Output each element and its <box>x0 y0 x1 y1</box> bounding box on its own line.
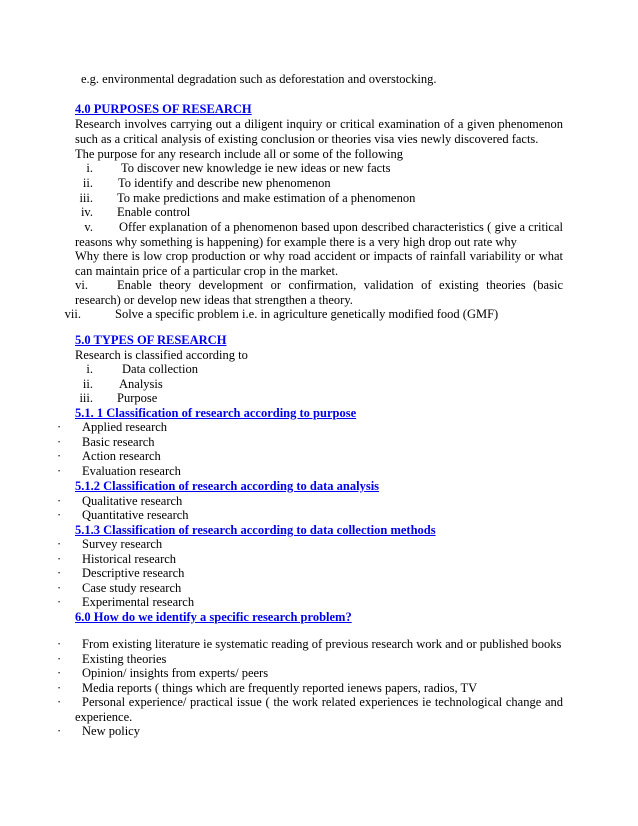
bullet: · <box>57 508 62 522</box>
list-item: Case study research <box>82 581 182 595</box>
list-item: Enable theory development or confirmation, validation of existing theories (basic <box>117 278 563 292</box>
bullet: · <box>57 566 62 580</box>
section-heading-purposes[interactable]: 4.0 PURPOSES OF RESEARCH <box>75 102 252 116</box>
bullet: · <box>57 435 62 449</box>
list-item: To discover new knowledge ie new ideas or new facts <box>121 161 391 175</box>
list-item: Survey research <box>82 537 163 551</box>
list-item: New policy <box>82 724 140 738</box>
list-item: Applied research <box>82 420 168 434</box>
bullet: · <box>57 537 62 551</box>
list-item: Historical research <box>82 552 177 566</box>
section-heading-identify[interactable]: 6.0 How do we identify a specific research problem? <box>75 610 352 624</box>
bullet: · <box>57 666 62 680</box>
bullet: · <box>57 449 62 463</box>
subsection-heading-purpose[interactable]: 5.1. 1 Classification of research according to purpose <box>75 406 357 420</box>
list-item: Qualitative research <box>82 494 183 508</box>
list-item: Personal experience/ practical issue ( the work related experiences ie technological change and <box>82 695 563 709</box>
list-number: iv. <box>80 205 93 219</box>
bullet: · <box>57 464 62 478</box>
subsection-heading-collection[interactable]: 5.1.3 Classification of research according to data collection methods <box>75 523 436 537</box>
list-number: vii. <box>64 307 81 321</box>
list-number: i. <box>86 161 93 175</box>
list-item: To make predictions and make estimation of a phenomenon <box>117 191 416 205</box>
bullet: · <box>57 637 62 651</box>
bullet: · <box>57 420 62 434</box>
list-number: ii. <box>82 176 93 190</box>
list-item: Experimental research <box>82 595 195 609</box>
bullet: · <box>57 695 62 709</box>
list-item: Data collection <box>122 362 199 376</box>
list-item: Purpose <box>117 391 158 405</box>
list-item: Offer explanation of a phenomenon based upon described characteristics ( give a critical <box>119 220 563 234</box>
list-item: Analysis <box>119 377 163 391</box>
section-heading-types[interactable]: 5.0 TYPES OF RESEARCH <box>75 333 227 347</box>
list-item-continuation: experience. <box>75 710 133 724</box>
list-item: Action research <box>82 449 161 463</box>
list-number: i. <box>86 362 93 376</box>
list-number: iii. <box>79 191 93 205</box>
list-item: Existing theories <box>82 652 167 666</box>
list-number: v. <box>84 220 93 234</box>
intro-line: e.g. environmental degradation such as deforestation and overstocking. <box>81 72 437 86</box>
list-item: Quantitative research <box>82 508 189 522</box>
list-item: To identify and describe new phenomenon <box>118 176 331 190</box>
list-item: Evaluation research <box>82 464 181 478</box>
bullet: · <box>57 552 62 566</box>
bullet: · <box>57 724 62 738</box>
list-item-continuation: research) or develop new ideas that strengthen a theory. <box>75 293 353 307</box>
purposes-paragraph-line: such as a critical analysis of existing conclusion or theories visa vies newly discovered facts. <box>75 132 539 146</box>
bullet: · <box>57 494 62 508</box>
bullet: · <box>57 595 62 609</box>
list-number: iii. <box>79 391 93 405</box>
purposes-paragraph-line: Research involves carrying out a diligent inquiry or critical examination of a given phenomenon <box>75 117 563 131</box>
bullet: · <box>57 652 62 666</box>
list-item: Basic research <box>82 435 155 449</box>
list-item: Media reports ( things which are frequently reported ienews papers, radios, TV <box>82 681 478 695</box>
list-item-continuation: can maintain price of a particular crop in the market. <box>75 264 339 278</box>
list-item: Descriptive research <box>82 566 185 580</box>
bullet: · <box>57 581 62 595</box>
bullet: · <box>57 681 62 695</box>
subsection-heading-analysis[interactable]: 5.1.2 Classification of research according to data analysis <box>75 479 380 493</box>
list-item: From existing literature ie systematic reading of previous research work and or published books <box>82 637 562 651</box>
list-number: vi. <box>75 278 88 292</box>
purposes-intro: The purpose for any research include all or some of the following <box>75 147 404 161</box>
list-item-continuation: Why there is low crop production or why road accident or impacts of rainfall variability or what <box>75 249 563 263</box>
list-item: Solve a specific problem i.e. in agriculture genetically modified food (GMF) <box>115 307 499 321</box>
list-item-continuation: reasons why something is happening) for example there is a very high drop out rate why <box>75 235 517 249</box>
list-item: Opinion/ insights from experts/ peers <box>82 666 269 680</box>
list-number: ii. <box>82 377 93 391</box>
list-item: Enable control <box>117 205 191 219</box>
types-intro: Research is classified according to <box>75 348 248 362</box>
